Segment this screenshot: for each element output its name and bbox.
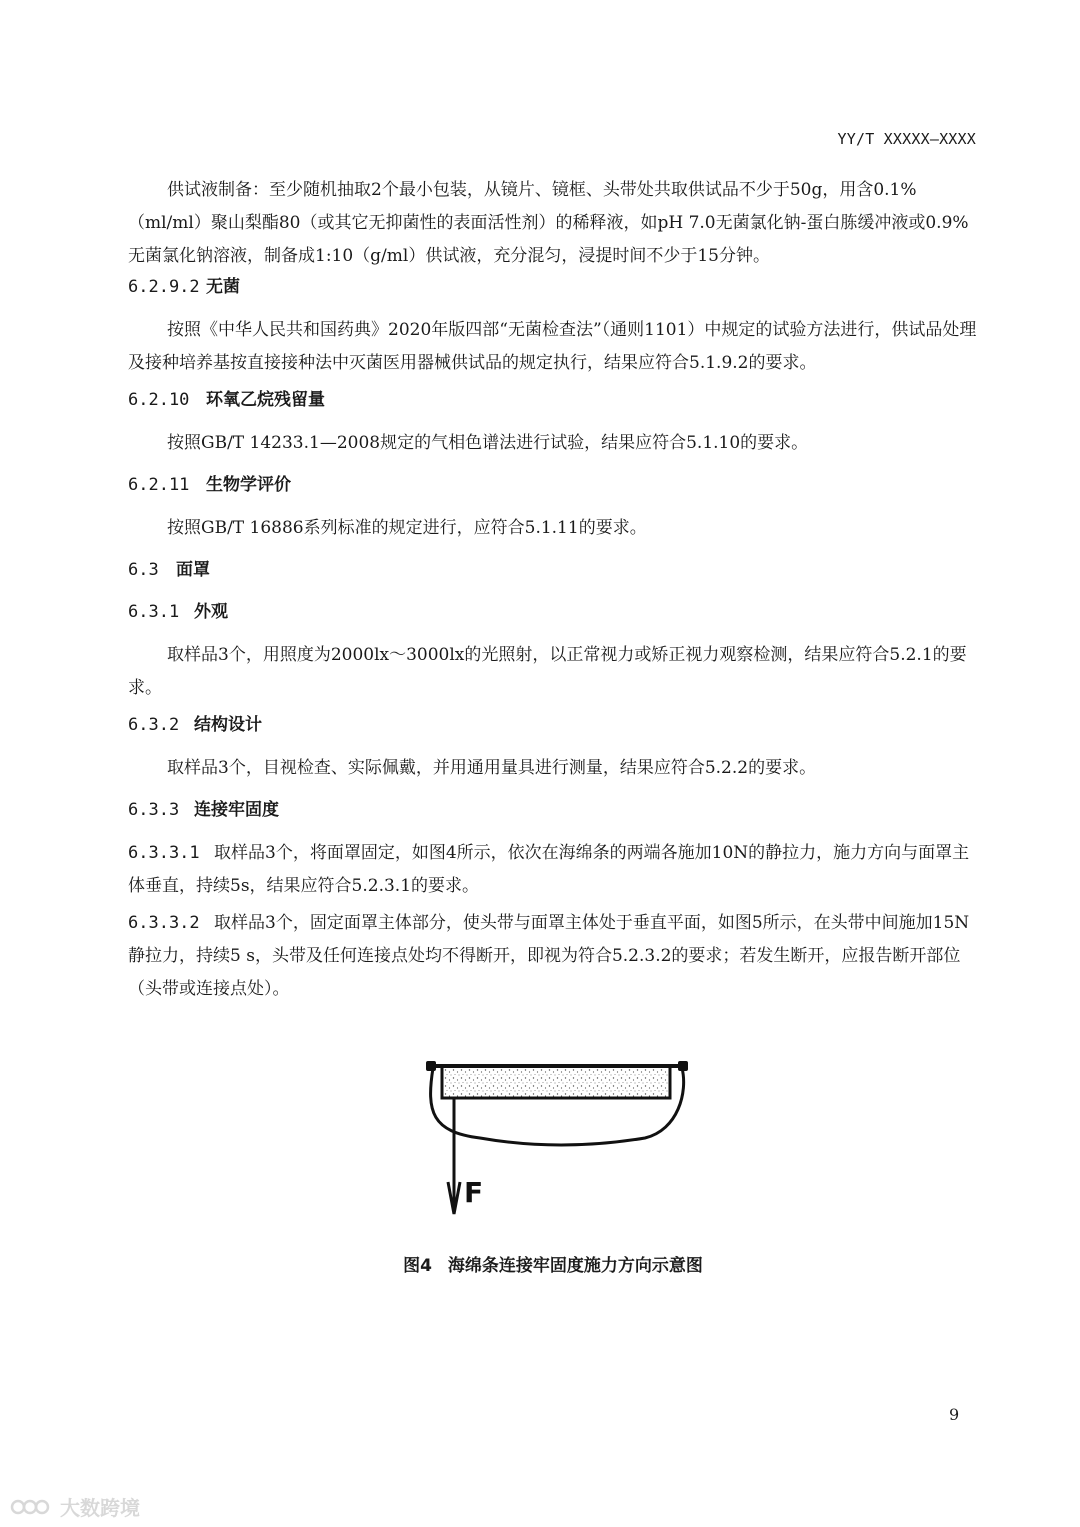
- clause-6-3-3-1: [128, 837, 980, 903]
- sample-prep-paragraph: 供试液制备：至少随机抽取2个最小包装，从镜片、镜框、头带处共取供试品不少于50g，用含0.1%（ml/ml）聚山梨酯80（或其它无抑菌性的表面活性剂）的稀释液，如pH 7.0无菌氯化钠-蛋白胨缓冲液或0.9%无菌氯化钠溶液，制备成1:10（g/ml）供试液，充分混匀，浸提时间不少于15分钟。: [128, 180, 969, 266]
- figure-4-caption: [0, 1251, 1080, 1276]
- section-title: 连接牢固度: [194, 800, 279, 820]
- section-title: 外观: [194, 602, 228, 622]
- figure-4-diagram: [420, 1052, 700, 1226]
- section-6-2-11-heading: [128, 473, 291, 497]
- section-6-3-1-heading: [128, 600, 228, 624]
- section-6-3-heading: [128, 558, 210, 582]
- section-number: 6.2.10: [128, 390, 190, 410]
- section-title: 环氧乙烷残留量: [206, 390, 325, 410]
- caption-title: 海绵条连接牢固度施力方向示意图: [447, 1256, 703, 1276]
- appearance-paragraph: 取样品3个，用照度为2000lx～3000lx的光照射，以正常视力或矫正视力观察检测，结果应符合5.2.1的要求。: [128, 645, 967, 698]
- section-6-2-10-heading: [128, 388, 325, 412]
- watermark-text: 大数跨境: [60, 1496, 140, 1520]
- section-title: 无菌: [206, 277, 240, 297]
- right-clamp: [678, 1061, 688, 1071]
- section-title: 结构设计: [194, 715, 262, 735]
- section-6-3-3-heading: [128, 798, 279, 822]
- section-6-3-2-heading: [128, 713, 262, 737]
- watermark: [10, 1492, 140, 1521]
- section-number: 6.3.1: [128, 602, 180, 622]
- structure-paragraph: 取样品3个，目视检查、实际佩戴，并用通用量具进行测量，结果应符合5.2.2的要求。: [167, 758, 817, 778]
- clause-text: 取样品3个，固定面罩主体部分，使头带与面罩主体处于垂直平面，如图5所示，在头带中间施加15N静拉力，持续5 s，头带及任何连接点处均不得断开，即视为符合5.2.3.2的要求；若发生断开，应报告断开部位（头带或连接点处）。: [128, 913, 970, 999]
- clause-number: 6.3.3.1: [128, 843, 200, 863]
- clause-6-3-3-2: [128, 907, 980, 1006]
- section-number: 6.2.9.2: [128, 277, 200, 297]
- section-title: 生物学评价: [206, 475, 291, 495]
- document-code: YY/T XXXXX—XXXX: [837, 130, 976, 148]
- clause-text: 取样品3个，将面罩固定，如图4所示，依次在海绵条的两端各施加10N的静拉力，施力方向与面罩主体垂直，持续5s，结果应符合5.2.3.1的要求。: [128, 843, 970, 896]
- sterility-paragraph: 按照《中华人民共和国药典》2020年版四部“无菌检查法”（通则1101）中规定的试验方法进行，供试品处理及接种培养基按直接接种法中灭菌医用器械供试品的规定执行，结果应符合5.1.9.2的要求。: [128, 320, 977, 373]
- left-clamp: [426, 1061, 436, 1071]
- page-number: 9: [949, 1405, 960, 1424]
- caption-label: 图4: [403, 1256, 432, 1276]
- section-title: 面罩: [176, 560, 210, 580]
- sponge-strip: [442, 1066, 670, 1098]
- section-number: 6.3.3: [128, 800, 180, 820]
- section-number: 6.3: [128, 560, 159, 580]
- watermark-logo-icon: [10, 1496, 54, 1518]
- eo-residue-paragraph: 按照GB/T 14233.1—2008规定的气相色谱法进行试验，结果应符合5.1.10的要求。: [167, 433, 809, 453]
- clause-number: 6.3.3.2: [128, 913, 200, 933]
- bio-eval-paragraph: 按照GB/T 16886系列标准的规定进行，应符合5.1.11的要求。: [167, 518, 647, 538]
- section-number: 6.3.2: [128, 715, 180, 735]
- section-number: 6.2.11: [128, 475, 190, 495]
- force-label: F: [464, 1176, 484, 1209]
- section-6-2-9-2-heading: [128, 275, 240, 299]
